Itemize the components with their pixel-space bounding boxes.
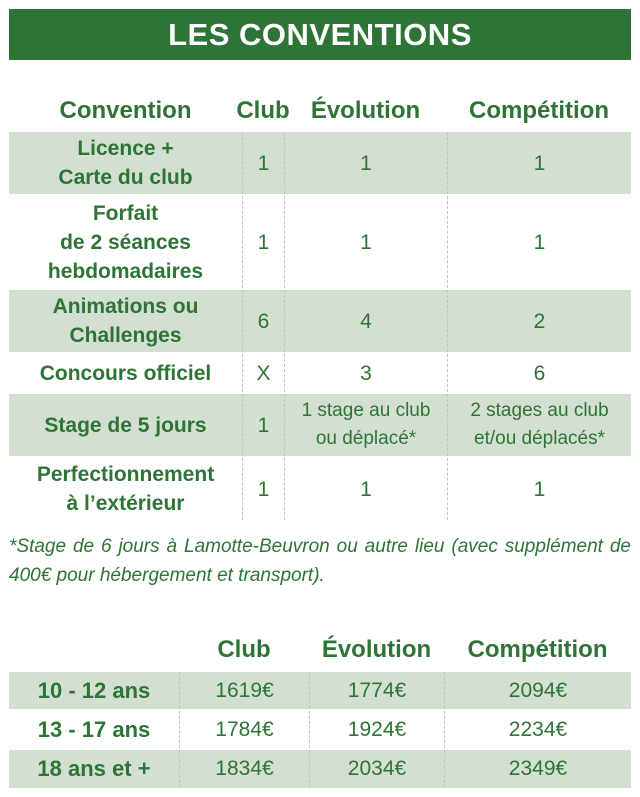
- evolution-value: 1 stage au club ou déplacé*: [284, 394, 447, 456]
- evolution-value: 4: [284, 290, 447, 352]
- page-title: LES CONVENTIONS: [9, 9, 631, 60]
- competition-price: 2349€: [444, 750, 631, 788]
- row-label: Concours officiel: [39, 361, 212, 385]
- evolution-value: 1: [284, 196, 447, 288]
- club-price: 1834€: [179, 750, 309, 788]
- club-value: 1: [242, 458, 284, 520]
- price-row: [9, 711, 631, 748]
- age-label: 18 ans et +: [37, 756, 151, 781]
- footnote: *Stage de 6 jours à Lamotte-Beuvron ou autre lieu (avec supplément de 400€ pour hébergement et transport).: [9, 536, 631, 586]
- header-club: Club: [236, 97, 290, 124]
- competition-value: 2: [447, 290, 631, 352]
- club-price: 1619€: [179, 672, 309, 709]
- evolution-price: 2034€: [309, 750, 444, 788]
- age-label: 13 - 17 ans: [37, 716, 151, 742]
- row-label: Forfait de 2 séances hebdomadaires: [47, 201, 204, 283]
- table-row: [9, 458, 631, 520]
- header-evolution: Évolution: [321, 636, 432, 663]
- table-row: [9, 132, 631, 194]
- table-row: [9, 290, 631, 352]
- table-row: [9, 354, 631, 392]
- header-blank: [9, 630, 179, 670]
- header-competition: Compétition: [469, 97, 609, 124]
- evolution-price: 1924€: [309, 711, 444, 748]
- competition-value: 1: [447, 458, 631, 520]
- age-label: 10 - 12 ans: [37, 677, 151, 703]
- club-price: 1784€: [179, 711, 309, 748]
- evolution-value: 3: [284, 354, 447, 392]
- header-club: Club: [217, 636, 271, 663]
- club-value: 1: [242, 132, 284, 194]
- club-value: 1: [242, 196, 284, 288]
- table-row: [9, 394, 631, 456]
- evolution-price: 1774€: [309, 672, 444, 709]
- price-row: [9, 672, 631, 709]
- competition-value: 2 stages au club et/ou déplacés*: [447, 394, 631, 456]
- header-convention: Convention: [59, 97, 192, 124]
- row-label: Stage de 5 jours: [44, 413, 207, 437]
- conventions-header: [9, 92, 631, 130]
- prices-header: [9, 630, 631, 670]
- club-value: 6: [242, 290, 284, 352]
- table-row: [9, 196, 631, 288]
- competition-price: 2094€: [444, 672, 631, 709]
- row-label: Perfectionnement à l’extérieur: [36, 463, 215, 515]
- row-label: Licence + Carte du club: [58, 137, 193, 189]
- header-evolution: Évolution: [310, 97, 421, 124]
- evolution-value: 1: [284, 458, 447, 520]
- competition-value: 6: [447, 354, 631, 392]
- row-label: Animations ou Challenges: [52, 295, 199, 347]
- club-value: 1: [242, 394, 284, 456]
- header-competition: Compétition: [467, 636, 608, 663]
- competition-value: 1: [447, 132, 631, 194]
- price-row: [9, 750, 631, 788]
- club-value: X: [242, 354, 284, 392]
- competition-price: 2234€: [444, 711, 631, 748]
- competition-value: 1: [447, 196, 631, 288]
- evolution-value: 1: [284, 132, 447, 194]
